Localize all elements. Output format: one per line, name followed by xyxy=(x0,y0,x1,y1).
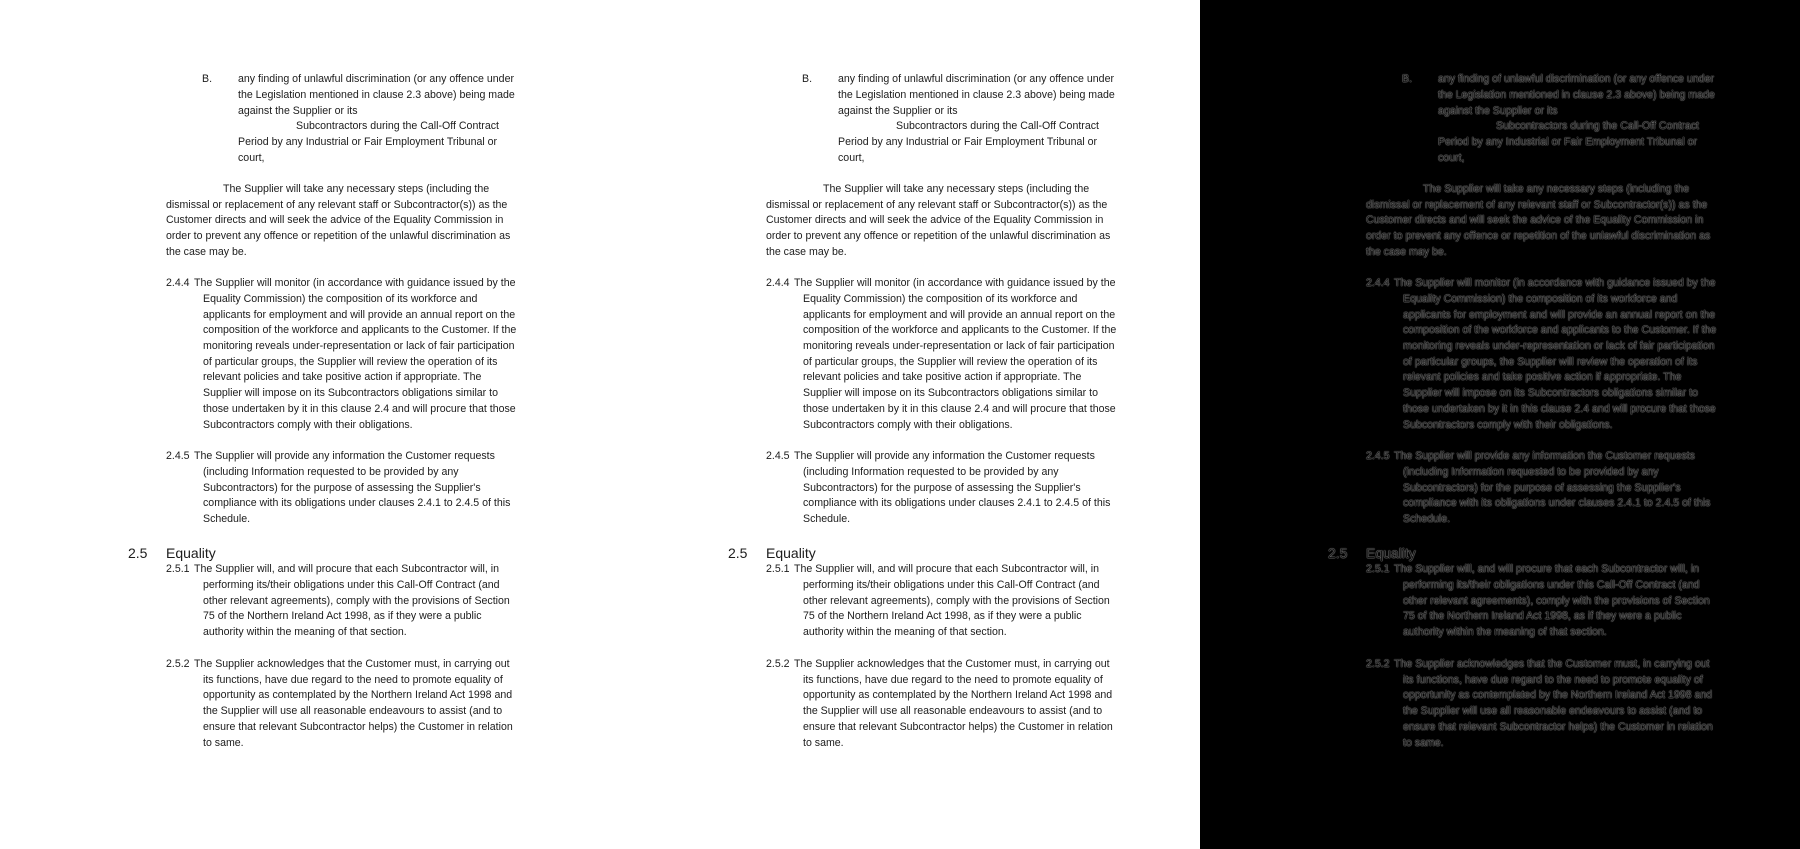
item-b-line: any finding of unlawful discrimination (or any offence under xyxy=(1438,73,1714,85)
clause-line: monitoring reveals under-representation or lack of fair participation xyxy=(203,340,515,352)
clause-line: monitoring reveals under-representation or lack of fair participation xyxy=(1403,340,1715,352)
item-b-line: any finding of unlawful discrimination (or any offence under xyxy=(838,73,1114,85)
clause-line: to same. xyxy=(203,737,244,749)
item-b-label: B. xyxy=(1402,73,1413,85)
clause-line: 75 of the Northern Ireland Act 1998, as if they were a public xyxy=(803,610,1082,622)
clause-line: composition of the workforce and applicants to the Customer. If the xyxy=(803,324,1117,336)
item-b-line: Subcontractors during the Call-Off Contract xyxy=(1496,120,1699,132)
clause-line: the Supplier will use all reasonable endeavours to assist (and to xyxy=(203,705,503,717)
clause-line: compliance with its obligations under clauses 2.4.1 to 2.4.5 of this xyxy=(803,497,1111,509)
clause-line: applicants for employment and will provide an annual report on the xyxy=(1403,309,1716,321)
clause-line: Supplier will impose on its Subcontractors obligations similar to xyxy=(803,387,1098,399)
clause-line: authority within the meaning of that section. xyxy=(803,626,1007,638)
clause-line: Schedule. xyxy=(203,513,251,525)
clause-line: compliance with its obligations under clauses 2.4.1 to 2.4.5 of this xyxy=(203,497,511,509)
clause-number: 2.5.2 xyxy=(166,658,190,670)
steps-line: order to prevent any offence or repetition of the unlawful discrimination as xyxy=(166,230,511,242)
item-b-line: the Legislation mentioned in clause 2.3 above) being made xyxy=(838,89,1115,101)
item-b-line: the Legislation mentioned in clause 2.3 above) being made xyxy=(238,89,515,101)
clause-line: Supplier will impose on its Subcontractors obligations similar to xyxy=(203,387,498,399)
clause-line: of particular groups, the Supplier will review the operation of its xyxy=(1403,356,1698,368)
clause-line: The Supplier will, and will procure that each Subcontractor will, in xyxy=(794,563,1100,575)
item-b-line: against the Supplier or its xyxy=(838,105,958,117)
steps-line: The Supplier will take any necessary steps (including the xyxy=(823,183,1090,195)
item-b-line: any finding of unlawful discrimination (or any offence under xyxy=(238,73,514,85)
document-page-edge-map xyxy=(1200,0,1800,849)
item-b-line: court, xyxy=(1438,152,1465,164)
clause-line: other relevant agreements), comply with the provisions of Section xyxy=(1403,595,1710,607)
steps-line: dismissal or replacement of any relevant staff or Subcontractor(s)) as the xyxy=(1366,199,1708,211)
clause-line: Equality Commission) the composition of its workforce and xyxy=(203,293,478,305)
clause-line: opportunity as contemplated by the Northern Ireland Act 1998 and xyxy=(803,689,1113,701)
item-b-label: B. xyxy=(202,73,213,85)
clause-line: The Supplier will provide any information the Customer requests xyxy=(1394,450,1695,462)
steps-line: The Supplier will take any necessary steps (including the xyxy=(1423,183,1690,195)
clause-line: ensure that relevant Subcontractor helps) the Customer in relation xyxy=(803,721,1113,733)
clause-line: those undertaken by it in this clause 2.4 and will procure that those xyxy=(203,403,516,415)
clause-number: 2.4.4 xyxy=(766,277,790,289)
item-b-line: court, xyxy=(238,152,265,164)
clause-line: Schedule. xyxy=(1403,513,1451,525)
clause-line: Equality Commission) the composition of its workforce and xyxy=(803,293,1078,305)
item-b-line: Period by any Industrial or Fair Employment Tribunal or xyxy=(838,136,1098,148)
section-number: 2.5 xyxy=(128,545,148,561)
clause-line: of particular groups, the Supplier will review the operation of its xyxy=(203,356,498,368)
clause-line: performing its/their obligations under this Call-Off Contract (and xyxy=(803,579,1100,591)
clause-number: 2.5.2 xyxy=(766,658,790,670)
clause-number: 2.4.5 xyxy=(166,450,190,462)
clause-line: performing its/their obligations under this Call-Off Contract (and xyxy=(203,579,500,591)
clause-line: relevant policies and take positive action if appropriate. The xyxy=(803,371,1082,383)
clause-line: The Supplier will provide any information the Customer requests xyxy=(194,450,495,462)
steps-line: the case may be. xyxy=(766,246,847,258)
clause-number: 2.5.2 xyxy=(1366,658,1390,670)
document-page-copy xyxy=(600,0,1200,849)
clause-line: those undertaken by it in this clause 2.4 and will procure that those xyxy=(803,403,1116,415)
clause-line: other relevant agreements), comply with the provisions of Section xyxy=(203,595,510,607)
item-b-line: against the Supplier or its xyxy=(1438,105,1558,117)
steps-line: dismissal or replacement of any relevant staff or Subcontractor(s)) as the xyxy=(766,199,1108,211)
clause-line: The Supplier acknowledges that the Customer must, in carrying out xyxy=(794,658,1110,670)
clause-line: performing its/their obligations under this Call-Off Contract (and xyxy=(1403,579,1700,591)
item-b-line: Subcontractors during the Call-Off Contract xyxy=(296,120,499,132)
clause-line: Subcontractors) for the purpose of assessing the Supplier's xyxy=(1403,482,1681,494)
clause-line: its functions, have due regard to the need to promote equality of xyxy=(1403,674,1703,686)
clause-line: Subcontractors) for the purpose of assessing the Supplier's xyxy=(803,482,1081,494)
clause-line: ensure that relevant Subcontractor helps) the Customer in relation xyxy=(203,721,513,733)
clause-line: Subcontractors) for the purpose of assessing the Supplier's xyxy=(203,482,481,494)
clause-line: those undertaken by it in this clause 2.4 and will procure that those xyxy=(1403,403,1716,415)
clause-line: Subcontractors comply with their obligations. xyxy=(203,419,413,431)
clause-line: its functions, have due regard to the need to promote equality of xyxy=(803,674,1103,686)
section-heading: Equality xyxy=(766,545,816,561)
clause-line: relevant policies and take positive action if appropriate. The xyxy=(203,371,482,383)
item-b-label: B. xyxy=(802,73,813,85)
document-page-original xyxy=(0,0,600,849)
clause-line: 75 of the Northern Ireland Act 1998, as if they were a public xyxy=(1403,610,1682,622)
clause-line: authority within the meaning of that section. xyxy=(1403,626,1607,638)
item-b-line: against the Supplier or its xyxy=(238,105,358,117)
clause-line: other relevant agreements), comply with the provisions of Section xyxy=(803,595,1110,607)
clause-number: 2.5.1 xyxy=(166,563,190,575)
clause-line: The Supplier acknowledges that the Customer must, in carrying out xyxy=(194,658,510,670)
clause-number: 2.4.5 xyxy=(766,450,790,462)
clause-line: applicants for employment and will provide an annual report on the xyxy=(203,309,516,321)
item-b-line: Subcontractors during the Call-Off Contract xyxy=(896,120,1099,132)
clause-line: to same. xyxy=(803,737,844,749)
steps-line: The Supplier will take any necessary steps (including the xyxy=(223,183,490,195)
steps-line: order to prevent any offence or repetition of the unlawful discrimination as xyxy=(766,230,1111,242)
section-heading: Equality xyxy=(166,545,216,561)
clause-line: 75 of the Northern Ireland Act 1998, as if they were a public xyxy=(203,610,482,622)
document-text xyxy=(600,0,1200,849)
clause-line: The Supplier will provide any information the Customer requests xyxy=(794,450,1095,462)
clause-line: relevant policies and take positive action if appropriate. The xyxy=(1403,371,1682,383)
clause-number: 2.5.1 xyxy=(1366,563,1390,575)
clause-line: The Supplier acknowledges that the Customer must, in carrying out xyxy=(1394,658,1710,670)
clause-line: the Supplier will use all reasonable endeavours to assist (and to xyxy=(803,705,1103,717)
steps-line: dismissal or replacement of any relevant staff or Subcontractor(s)) as the xyxy=(166,199,508,211)
clause-line: (including Information requested to be provided by any xyxy=(803,466,1059,478)
steps-line: order to prevent any offence or repetition of the unlawful discrimination as xyxy=(1366,230,1711,242)
clause-number: 2.5.1 xyxy=(766,563,790,575)
clause-line: applicants for employment and will provide an annual report on the xyxy=(803,309,1116,321)
steps-line: Customer directs and will seek the advice of the Equality Commission in xyxy=(1366,214,1704,226)
steps-line: Customer directs and will seek the advice of the Equality Commission in xyxy=(766,214,1104,226)
clause-line: authority within the meaning of that section. xyxy=(203,626,407,638)
clause-line: composition of the workforce and applicants to the Customer. If the xyxy=(203,324,517,336)
item-b-line: Period by any Industrial or Fair Employment Tribunal or xyxy=(1438,136,1698,148)
section-number: 2.5 xyxy=(728,545,748,561)
clause-line: monitoring reveals under-representation or lack of fair participation xyxy=(803,340,1115,352)
steps-line: the case may be. xyxy=(166,246,247,258)
clause-line: The Supplier will, and will procure that each Subcontractor will, in xyxy=(1394,563,1700,575)
steps-line: the case may be. xyxy=(1366,246,1447,258)
clause-line: the Supplier will use all reasonable endeavours to assist (and to xyxy=(1403,705,1703,717)
clause-line: (including Information requested to be provided by any xyxy=(203,466,459,478)
clause-line: (including Information requested to be provided by any xyxy=(1403,466,1659,478)
clause-line: The Supplier will monitor (in accordance with guidance issued by the xyxy=(1394,277,1716,289)
clause-number: 2.4.4 xyxy=(1366,277,1390,289)
section-heading: Equality xyxy=(1366,545,1416,561)
clause-line: Equality Commission) the composition of its workforce and xyxy=(1403,293,1678,305)
document-text xyxy=(0,0,600,849)
clause-line: its functions, have due regard to the need to promote equality of xyxy=(203,674,503,686)
clause-line: opportunity as contemplated by the Northern Ireland Act 1998 and xyxy=(203,689,513,701)
clause-line: Subcontractors comply with their obligations. xyxy=(1403,419,1613,431)
item-b-line: court, xyxy=(838,152,865,164)
clause-number: 2.4.4 xyxy=(166,277,190,289)
item-b-line: Period by any Industrial or Fair Employment Tribunal or xyxy=(238,136,498,148)
clause-line: Subcontractors comply with their obligations. xyxy=(803,419,1013,431)
clause-line: of particular groups, the Supplier will review the operation of its xyxy=(803,356,1098,368)
clause-line: composition of the workforce and applicants to the Customer. If the xyxy=(1403,324,1717,336)
clause-line: compliance with its obligations under clauses 2.4.1 to 2.4.5 of this xyxy=(1403,497,1711,509)
item-b-line: the Legislation mentioned in clause 2.3 above) being made xyxy=(1438,89,1715,101)
steps-line: Customer directs and will seek the advice of the Equality Commission in xyxy=(166,214,504,226)
clause-line: Schedule. xyxy=(803,513,851,525)
clause-line: The Supplier will monitor (in accordance with guidance issued by the xyxy=(794,277,1116,289)
clause-number: 2.4.5 xyxy=(1366,450,1390,462)
document-text xyxy=(1200,0,1800,849)
clause-line: ensure that relevant Subcontractor helps) the Customer in relation xyxy=(1403,721,1713,733)
clause-line: The Supplier will, and will procure that each Subcontractor will, in xyxy=(194,563,500,575)
clause-line: opportunity as contemplated by the Northern Ireland Act 1998 and xyxy=(1403,689,1713,701)
clause-line: The Supplier will monitor (in accordance with guidance issued by the xyxy=(194,277,516,289)
clause-line: Supplier will impose on its Subcontractors obligations similar to xyxy=(1403,387,1698,399)
section-number: 2.5 xyxy=(1328,545,1348,561)
clause-line: to same. xyxy=(1403,737,1444,749)
